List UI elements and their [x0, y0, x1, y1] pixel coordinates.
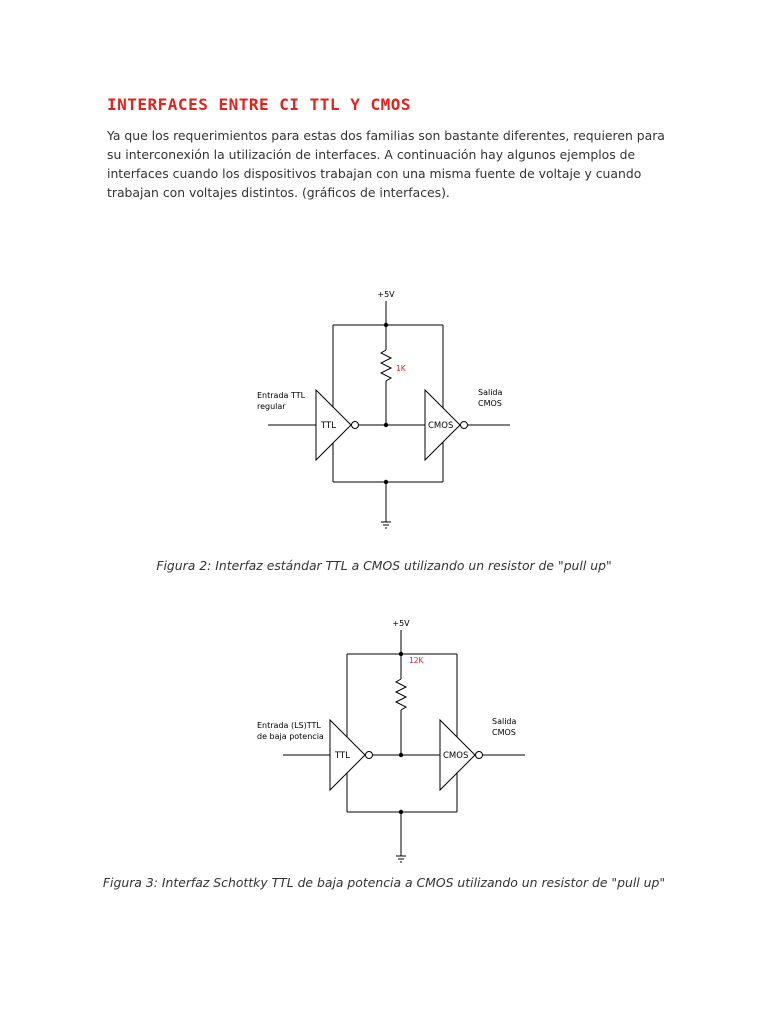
- figure-2-caption: Figura 2: Interfaz estándar TTL a CMOS utilizando un resistor de "pull up": [156, 558, 612, 573]
- input-label-line2: regular: [257, 402, 286, 411]
- output-label-line1: Salida: [478, 388, 503, 397]
- cmos-gate-label: CMOS: [443, 751, 469, 761]
- input-label-line2: de baja potencia: [257, 732, 324, 741]
- ttl-gate-label: TTL: [321, 421, 336, 431]
- intro-paragraph: Ya que los requerimientos para estas dos familias son bastante diferentes, requieren para su interconexión la utilización de interfaces. A continuación hay algunos ejemplos de interfaces cuando los dispositivos trabajan con una misma fuente de voltaje y cuando trabajan con voltajes distintos. (gráficos de interfaces).: [107, 128, 665, 200]
- resistor-symbol: [396, 679, 406, 710]
- output-label-line1: Salida: [492, 717, 517, 726]
- resistor-value: 1K: [396, 364, 406, 373]
- output-label-line2: CMOS: [478, 399, 502, 408]
- cmos-gate-label: CMOS: [428, 421, 454, 431]
- inverter-bubble: [366, 752, 373, 759]
- figure-3-circuit: [257, 619, 525, 862]
- output-label-line2: CMOS: [492, 728, 516, 737]
- resistor-value: 12K: [409, 656, 424, 665]
- figure-2-circuit: [257, 290, 510, 528]
- resistor-symbol: [381, 350, 391, 381]
- ttl-gate-label: TTL: [335, 751, 350, 761]
- input-label-line1: Entrada TTL: [257, 391, 306, 400]
- supply-label: +5V: [392, 619, 410, 628]
- input-label-line1: Entrada (LS)TTL: [257, 721, 321, 730]
- figure-3-caption: Figura 3: Interfaz Schottky TTL de baja potencia a CMOS utilizando un resistor de "pull up": [102, 875, 666, 890]
- supply-label: +5V: [377, 290, 395, 299]
- inverter-bubble: [352, 422, 359, 429]
- inverter-bubble: [476, 752, 483, 759]
- inverter-bubble: [461, 422, 468, 429]
- page-title: INTERFACES ENTRE CI TTL Y CMOS: [107, 95, 411, 114]
